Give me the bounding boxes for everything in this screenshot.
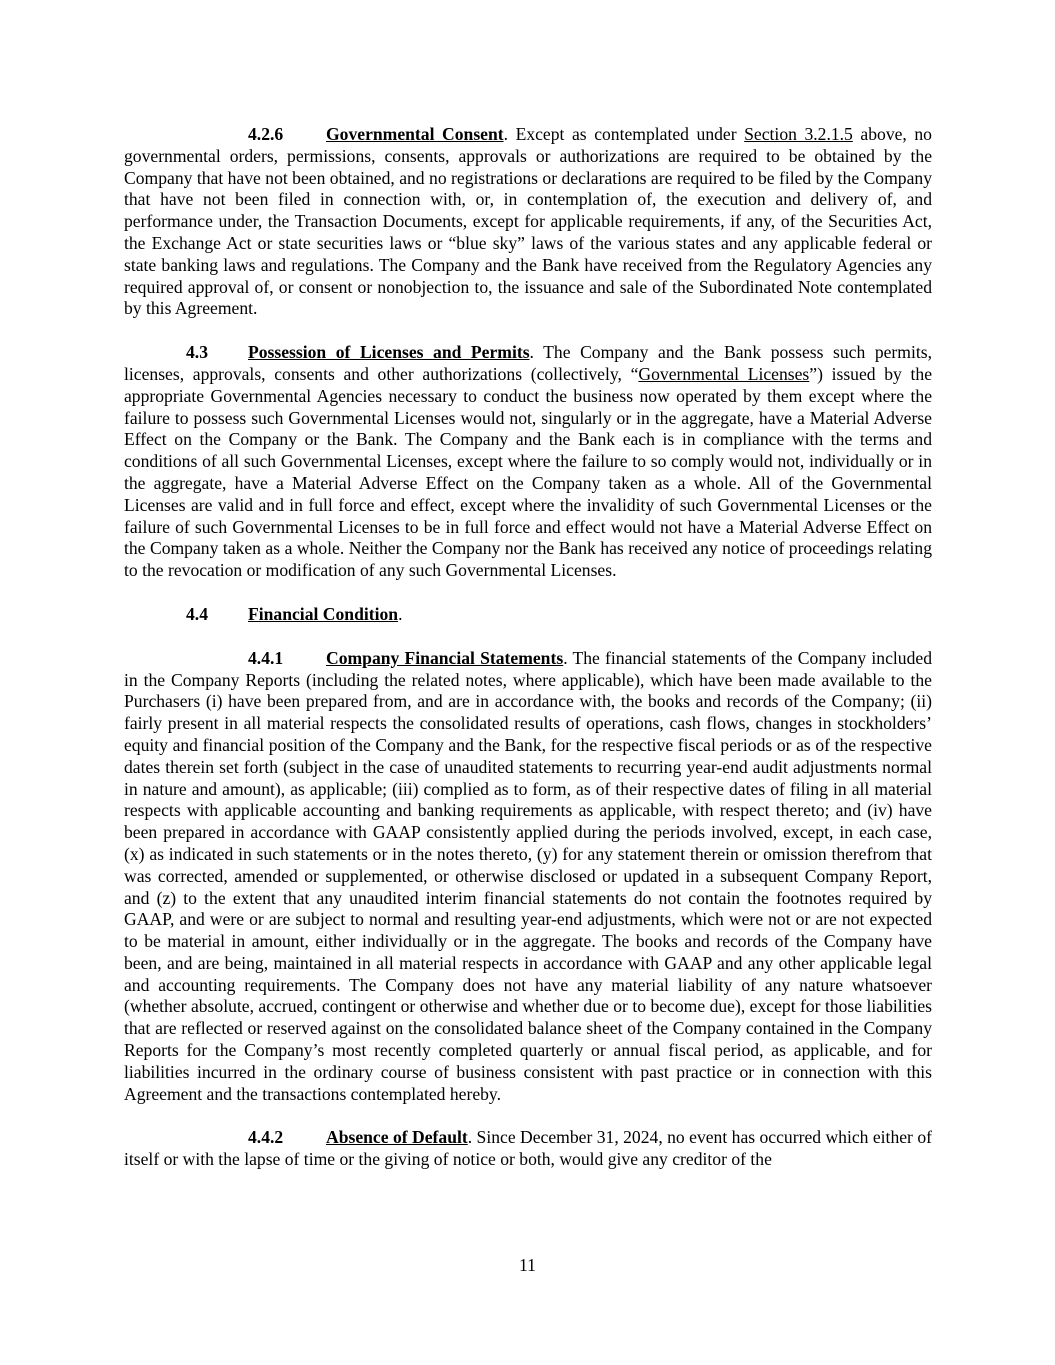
section-text: above, no governmental orders, permissions, consents, approvals or authorizations are required to be obtained by the Company that have not been obtained, and no registrations or declarations are required to be filed by the Company that have not been filed in connection with, or, in contemplation of, the execution and delivery of, and performance under, the Transaction Documents, except for applicable requirements, if any, of the Securities Act, the Exchange Act or state securities laws or “blue sky” laws of the various states and any applicable federal or state banking laws and regulations. The Company and the Bank have received from the Regulatory Agencies any required approval of, or consent or nonobjection to, the issuance and sale of the Subordinated Note contemplated by this Agreement. — [124, 124, 932, 319]
section-4-4 — [124, 604, 932, 626]
section-heading: Governmental Consent — [326, 124, 504, 144]
section-number: 4.4.2 — [248, 1127, 284, 1148]
section-text: . Except as contemplated under — [503, 124, 745, 144]
section-heading: Possession of Licenses and Permits — [248, 342, 530, 363]
page-number: 11 — [519, 1255, 536, 1275]
section-heading: Financial Condition — [248, 603, 399, 624]
section-text: . Since December 31, 2024, no event has occurred which either of itself or with the lapse of time or the giving of notice or both, would give any creditor of the — [124, 1127, 932, 1170]
section-text: . The financial statements of the Company included in the Company Reports (including the related notes, where applicable), which have been made available to the Purchasers (i) have been prepared from, and are in accordance with, the books and records of the Company; (ii) fairly present in all material respects the consolidated results of operations, cash flows, changes in stockholders’ equity and financial position of the Company and the Bank, for the respective fiscal periods or as of the respective dates therein set forth (subject in the case of unaudited statements to recurring year-end audit adjustments normal in nature and amount), as applicable; (iii) complied as to form, as of their respective dates of filing in all material respects with applicable accounting and banking requirements as applicable, with respect thereto; and (iv) have been prepared in accordance with GAAP consistently applied during the periods involved, except, in each case, (x) as indicated in such statements or in the notes thereto, (y) for any statement therein or omission therefrom that was corrected, amended or supplemented, or otherwise disclosed or updated in a subsequent Company Report, and (z) to the extent that any unaudited interim financial statements do not contain the footnotes required by GAAP, and were or are subject to normal and resulting year-end adjustments, which were not or are not expected to be material in amount, either individually or in the aggregate. The books and records of the Company have been, and are being, maintained in all material respects in accordance with GAAP and any other applicable legal and accounting requirements. The Company does not have any material liability of any nature whatsoever (whether absolute, accrued, contingent or otherwise and whether due or to become due), except for those liabilities that are reflected or reserved against on the consolidated balance sheet of the Company contained in the Company Reports for the Company’s most recently completed quarterly or annual fiscal period, as applicable, and for liabilities incurred in the ordinary course of business consistent with past practice or in connection with this Agreement and the transactions contemplated hereby. — [124, 647, 932, 1104]
section-heading: Absence of Default — [326, 1127, 468, 1148]
section-text: . The Company and the Bank possess such permits, licenses, approvals, consents and other authorizations (collectively, “ — [124, 342, 932, 384]
section-4-2-6 — [124, 124, 932, 320]
section-heading: Company Financial Statements — [326, 647, 564, 668]
section-text: ”) issued by the appropriate Governmental Agencies necessary to conduct the business now operated by them except where the failure to possess such Governmental Licenses would not, singularly or in the aggregate, have a Material Adverse Effect on the Company or the Bank. The Company and the Bank each is in compliance with the terms and conditions of all such Governmental Licenses, except where the failure to so comply would not, individually or in the aggregate, have a Material Adverse Effect on the Company taken as a whole. All of the Governmental Licenses are valid and in full force and effect, except where the invalidity of such Governmental Licenses or the failure of such Governmental Licenses to be in full force and effect would not have a Material Adverse Effect on the Company taken as a whole. Neither the Company nor the Bank has received any notice of proceedings relating to the revocation or modification of any such Governmental Licenses. — [124, 363, 933, 581]
section-4-3 — [124, 342, 932, 582]
defined-term: Governmental Licenses — [638, 363, 810, 384]
section-number: 4.4 — [186, 603, 208, 624]
section-number: 4.3 — [186, 342, 208, 363]
section-4-4-2 — [124, 1127, 932, 1171]
section-number: 4.2.6 — [248, 124, 284, 144]
section-4-4-1 — [124, 648, 932, 1106]
section-reference: Section 3.2.1.5 — [744, 124, 853, 144]
section-number: 4.4.1 — [248, 647, 284, 668]
section-text: . — [398, 603, 403, 624]
document-page — [124, 124, 932, 1171]
